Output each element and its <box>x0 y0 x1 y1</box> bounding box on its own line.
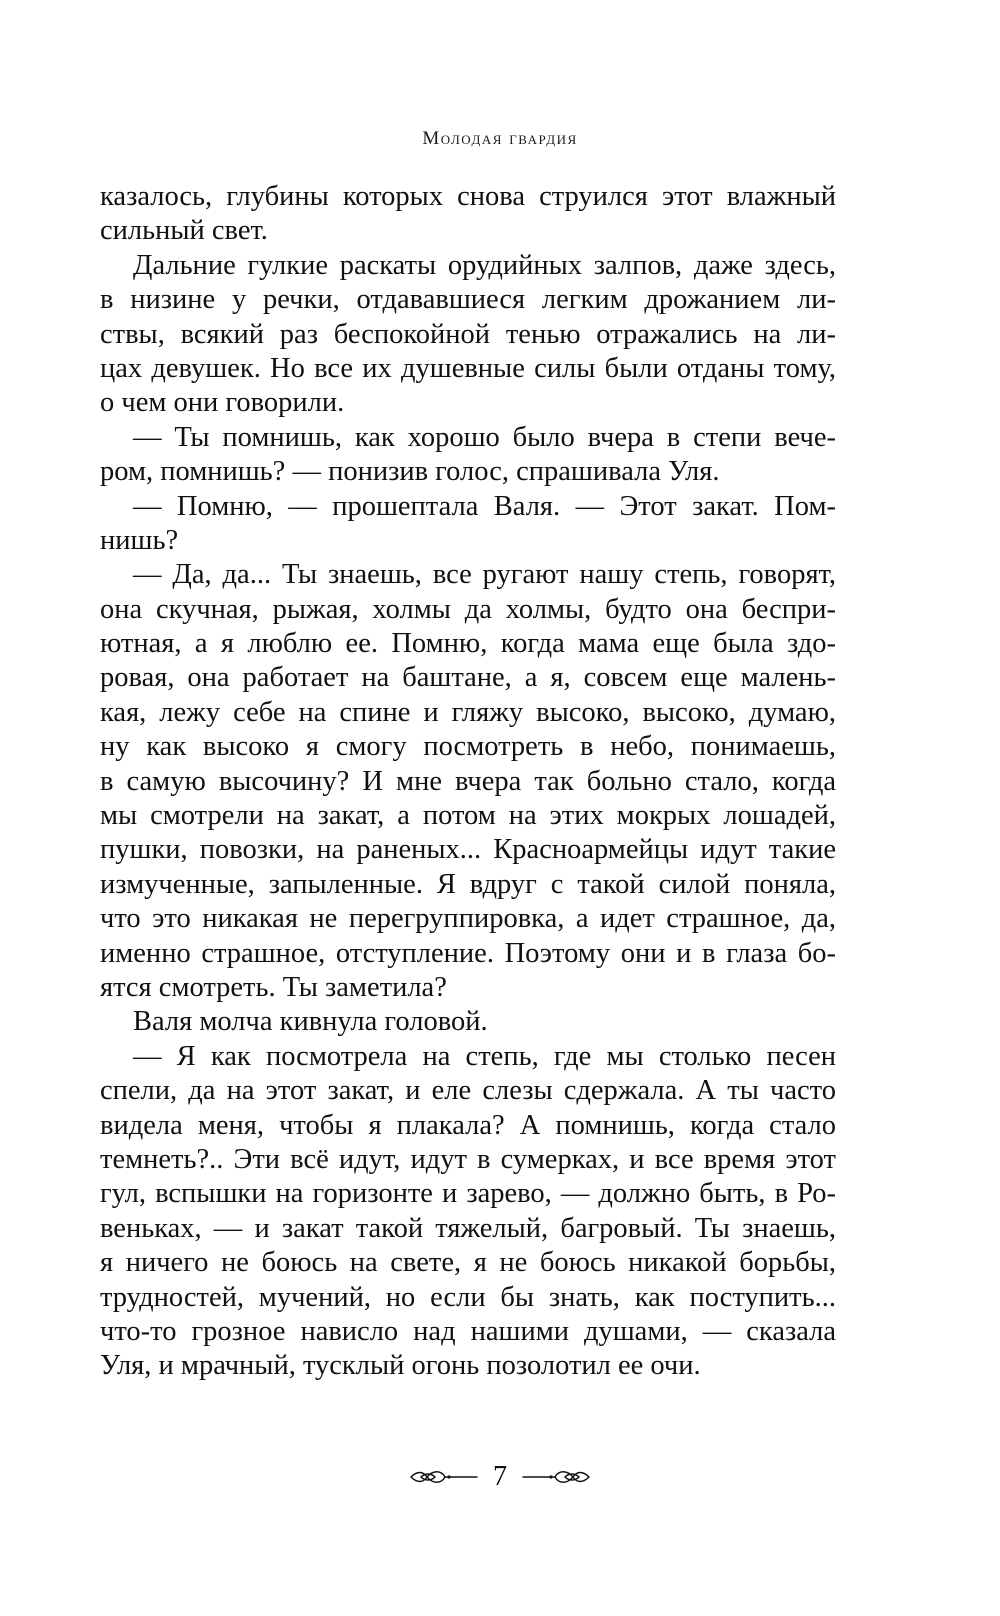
text-line: сильный свет. <box>100 215 268 247</box>
text-line: именно страшное, отступление. Поэтому они и в глаза бо- <box>100 937 836 969</box>
text-line: кая, лежу себе на спине и гляжу высоко, высоко, думаю, <box>100 696 836 728</box>
text-line: ятся смотреть. Ты заметила? <box>100 971 447 1003</box>
page-footer <box>0 1462 1000 1492</box>
text-line: что это никакая не перегруппировка, а идет страшное, да, <box>100 903 836 935</box>
text-line: ну как высоко я смогу посмотреть в небо, понимаешь, <box>100 731 836 763</box>
text-line: ром, помнишь? — понизив голос, спрашивала Уля. <box>100 456 720 488</box>
text-line: — Да, да... Ты знаешь, все ругают нашу степь, говорят, <box>133 559 836 591</box>
body-text <box>100 180 836 1384</box>
text-line: Дальние гулкие раскаты орудийных залпов, даже здесь, <box>133 249 836 281</box>
text-line: спели, да на этот закат, и еле слезы сдержала. А ты часто <box>100 1075 836 1107</box>
page-number: 7 <box>493 1461 507 1492</box>
text-line: гул, вспышки на горизонте и зарево, — должно быть, в Ро- <box>100 1178 836 1210</box>
text-line: видела меня, чтобы я плакала? А помнишь, когда стало <box>100 1109 836 1141</box>
text-line: — Ты помнишь, как хорошо было вчера в степи вече- <box>133 421 836 453</box>
text-line: что-то грозное нависло над нашими душами, — сказала <box>100 1315 836 1347</box>
text-line: ствы, всякий раз беспокойной тенью отражались на ли- <box>100 318 836 350</box>
text-line: пушки, повозки, на раненых... Красноармейцы идут такие <box>100 834 836 866</box>
text-line: о чем они говорили. <box>100 387 345 419</box>
text-line: трудностей, мучений, но если бы знать, как поступить... <box>100 1281 836 1313</box>
text-line: в низине у речки, отдававшиеся легким дрожанием ли- <box>100 284 836 316</box>
text-line: цах девушек. Но все их душевные силы были отданы тому, <box>100 352 836 384</box>
floral-ornament-icon <box>407 1467 479 1487</box>
text-line: Уля, и мрачный, тусклый огонь позолотил ее очи. <box>100 1350 701 1382</box>
text-line: измученные, запыленные. Я вдруг с такой силой поняла, <box>100 868 836 900</box>
text-line: ровая, она работает на баштане, а я, совсем еще малень- <box>100 662 836 694</box>
text-line: в самую высочину? И мне вчера так больно стало, когда <box>100 765 836 797</box>
text-line: нишь? <box>100 524 179 556</box>
text-line: казалось, глубины которых снова струился этот влажный <box>100 181 836 212</box>
text-line: веньках, — и закат такой тяжелый, багровый. Ты знаешь, <box>100 1212 836 1244</box>
text-line: Валя молча кивнула головой. <box>133 1006 488 1038</box>
text-line: — Я как посмотрела на степь, где мы столько песен <box>133 1040 836 1072</box>
text-line: я ничего не боюсь на свете, я не боюсь никакой борьбы, <box>100 1247 836 1279</box>
text-line: — Помню, — прошептала Валя. — Этот закат. Пом- <box>133 490 836 522</box>
text-line: мы смотрели на закат, а потом на этих мокрых лошадей, <box>100 800 836 832</box>
text-line: ютная, а я люблю ее. Помню, когда мама еще была здо- <box>100 628 836 660</box>
running-head-title: Молодая гвардия <box>422 128 578 149</box>
text-line: она скучная, рыжая, холмы да холмы, будто она беспри- <box>100 593 836 625</box>
text-line: темнеть?.. Эти всё идут, идут в сумерках, и все время этот <box>100 1143 836 1175</box>
floral-ornament-icon <box>521 1467 593 1487</box>
